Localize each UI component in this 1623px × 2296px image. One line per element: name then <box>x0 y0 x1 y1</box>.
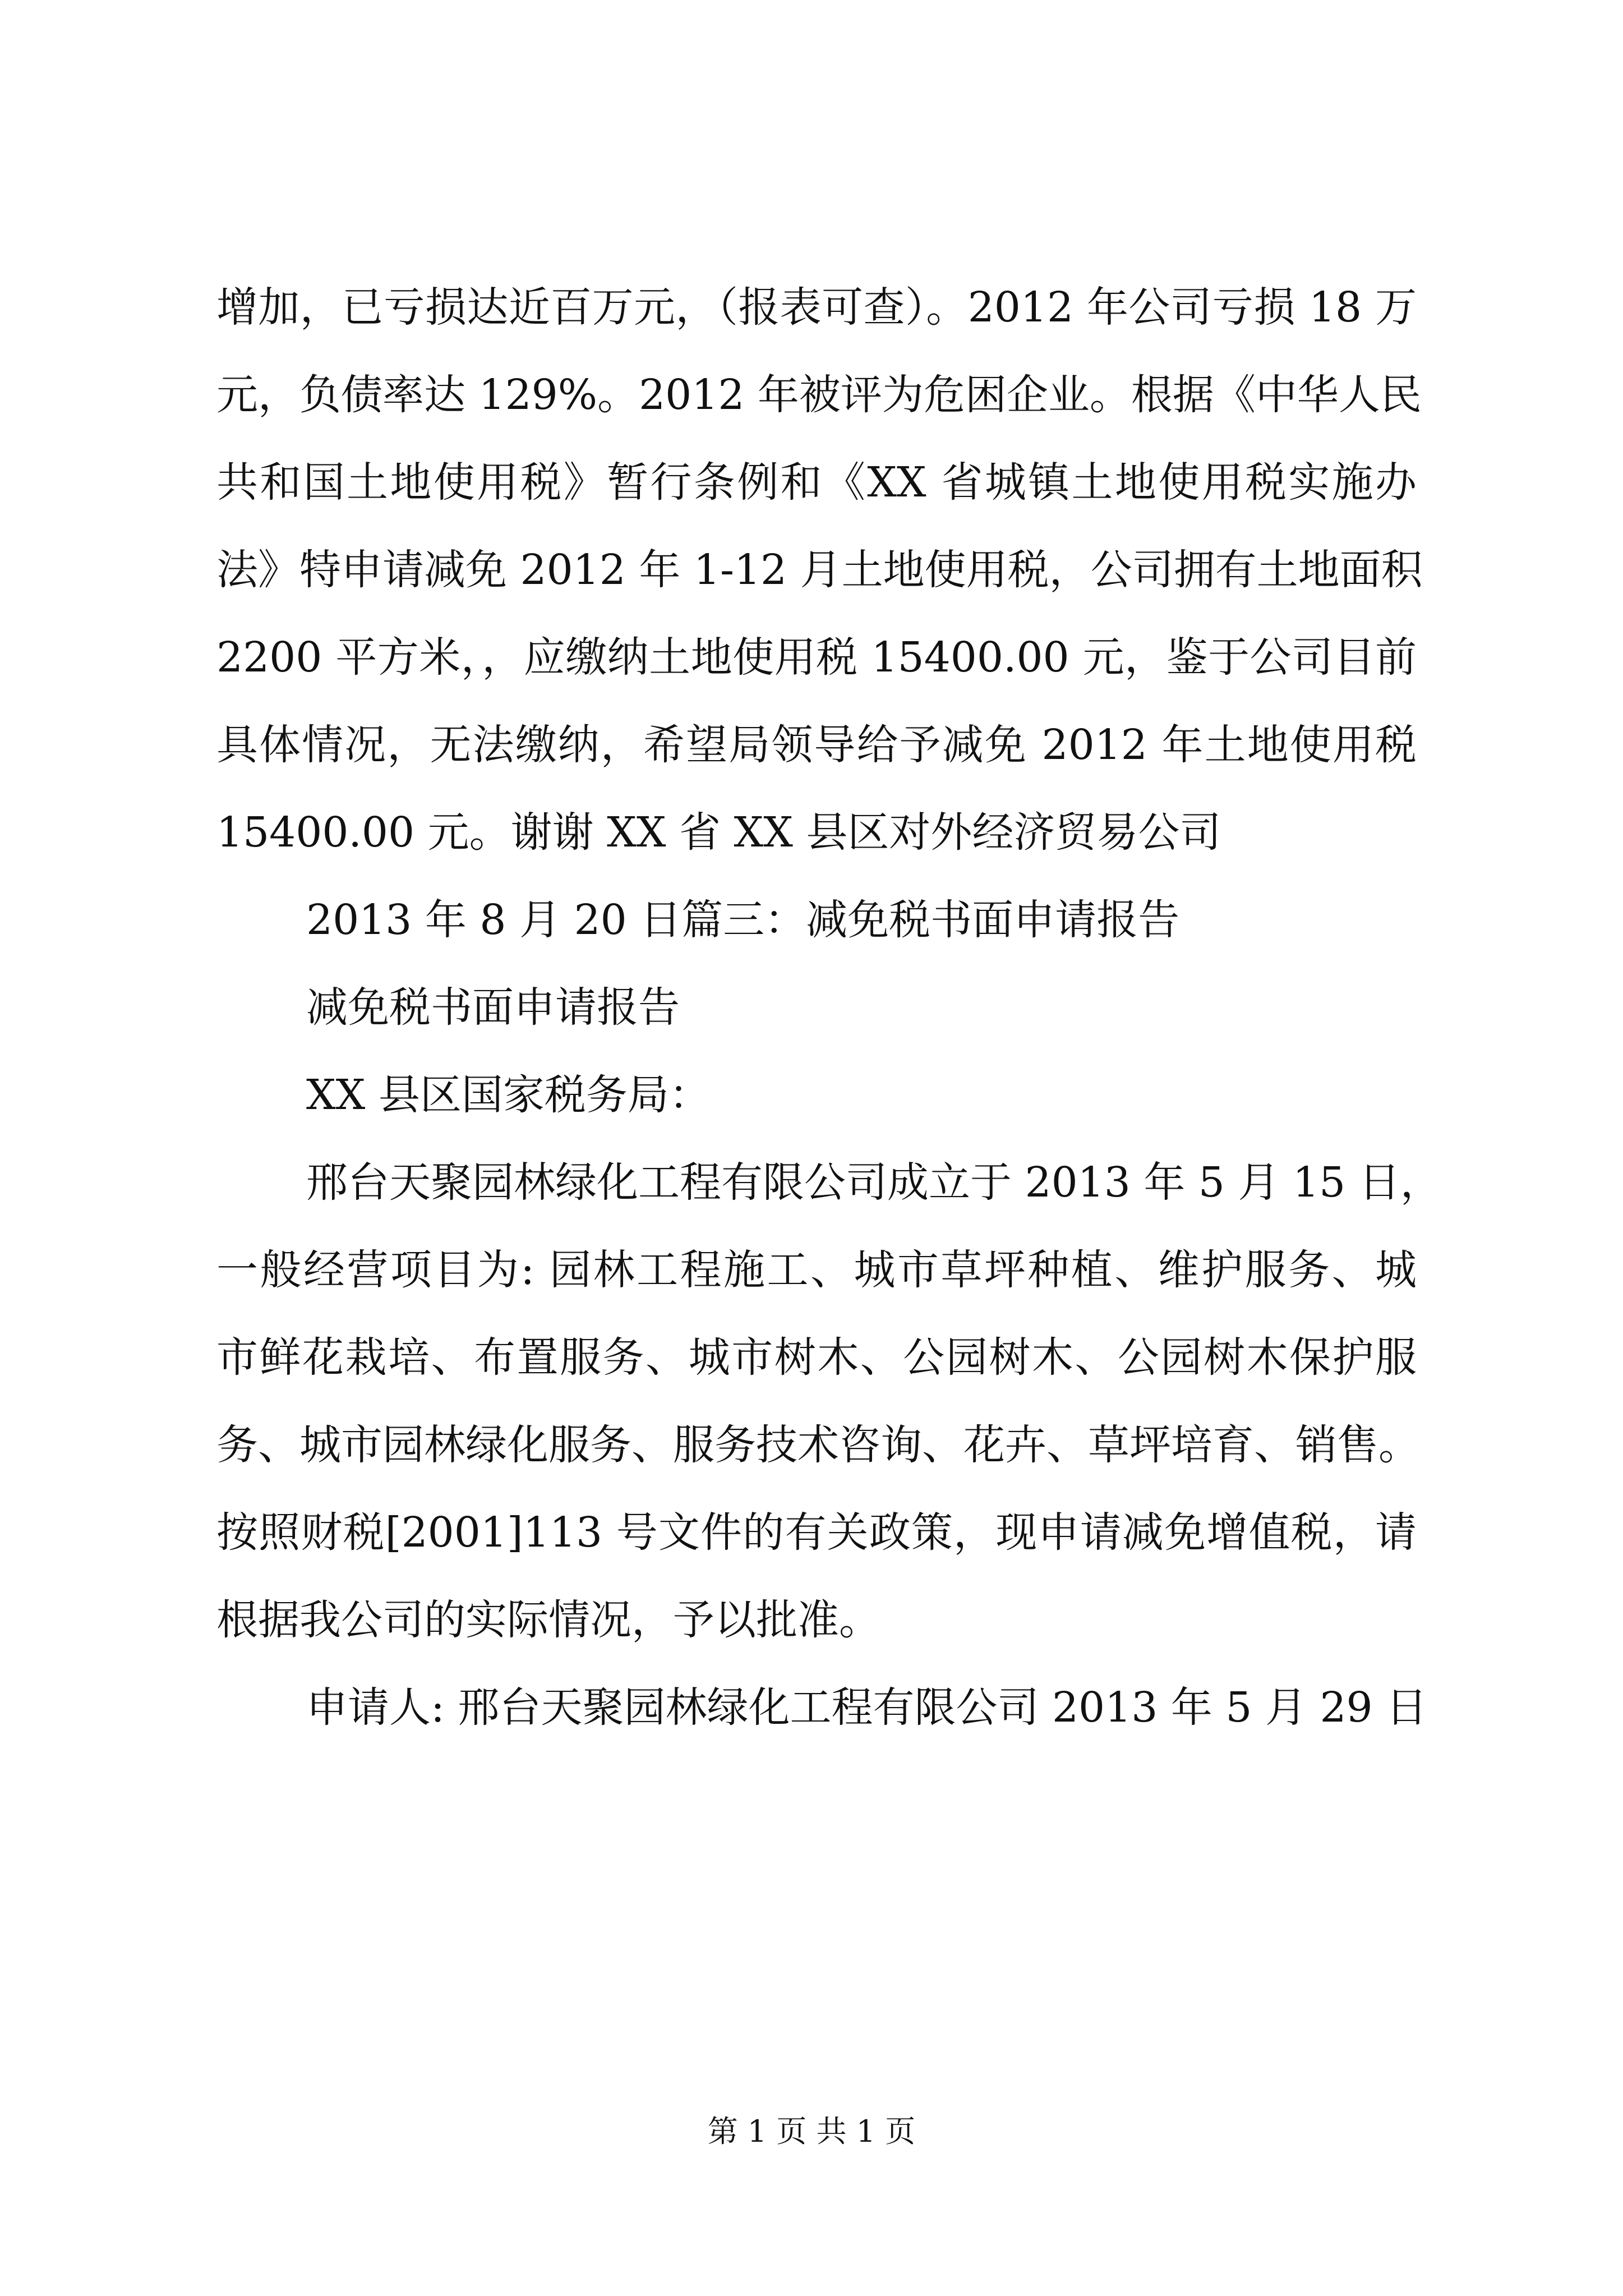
paragraph-1-line-3: 共和国土地使用税》暂行条例和《XX 省城镇土地使用税实施办 <box>216 458 1417 507</box>
addressee: XX 县区国家税务局： <box>306 1071 711 1119</box>
paragraph-1-line-1: 增加，已亏损达近百万元，（报表可查）。2012 年公司亏损 18 万 <box>216 283 1417 332</box>
paragraph-2-line-4: 务、城市园林绿化服务、服务技术咨询、花卉、草坪培育、销售。 <box>216 1421 1420 1469</box>
document-body <box>216 264 1442 1751</box>
paragraph-2-line-6: 根据我公司的实际情况，予以批准。 <box>216 1596 880 1644</box>
date-line: 2013 年 8 月 20 日篇三：减免税书面申请报告 <box>306 896 1180 944</box>
paragraph-1-line-7: 15400.00 元。谢谢 XX 省 XX 县区对外经济贸易公司 <box>216 808 1221 857</box>
paragraph-2-line-1: 邢台天聚园林绿化工程有限公司成立于 2013 年 5 月 15 日， <box>306 1158 1442 1207</box>
page-footer: 第 1 页 共 1 页 <box>707 2114 916 2149</box>
paragraph-2-line-5: 按照财税[2001]113 号文件的有关政策，现申请减免增值税，请 <box>216 1508 1417 1557</box>
paragraph-1-line-5: 2200 平方米，，应缴纳土地使用税 15400.00 元，鉴于公司目前 <box>216 633 1417 682</box>
paragraph-2-line-3: 市鲜花栽培、布置服务、城市树木、公园树木、公园树木保护服 <box>216 1333 1417 1382</box>
report-title: 减免税书面申请报告 <box>306 983 680 1032</box>
signature-line: 申请人: 邢台天聚园林绿化工程有限公司 2013 年 5 月 29 日 <box>306 1683 1428 1732</box>
paragraph-1-line-6: 具体情况，无法缴纳，希望局领导给予减免 2012 年土地使用税 <box>216 721 1417 769</box>
paragraph-1-line-2: 元，负债率达 129%。2012 年被评为危困企业。根据《中华人民 <box>216 371 1422 419</box>
paragraph-1-line-4: 法》特申请减免 2012 年 1-12 月土地使用税，公司拥有土地面积 <box>216 546 1423 594</box>
paragraph-2-line-2: 一般经营项目为: 园林工程施工、城市草坪种植、维护服务、城 <box>216 1246 1417 1294</box>
